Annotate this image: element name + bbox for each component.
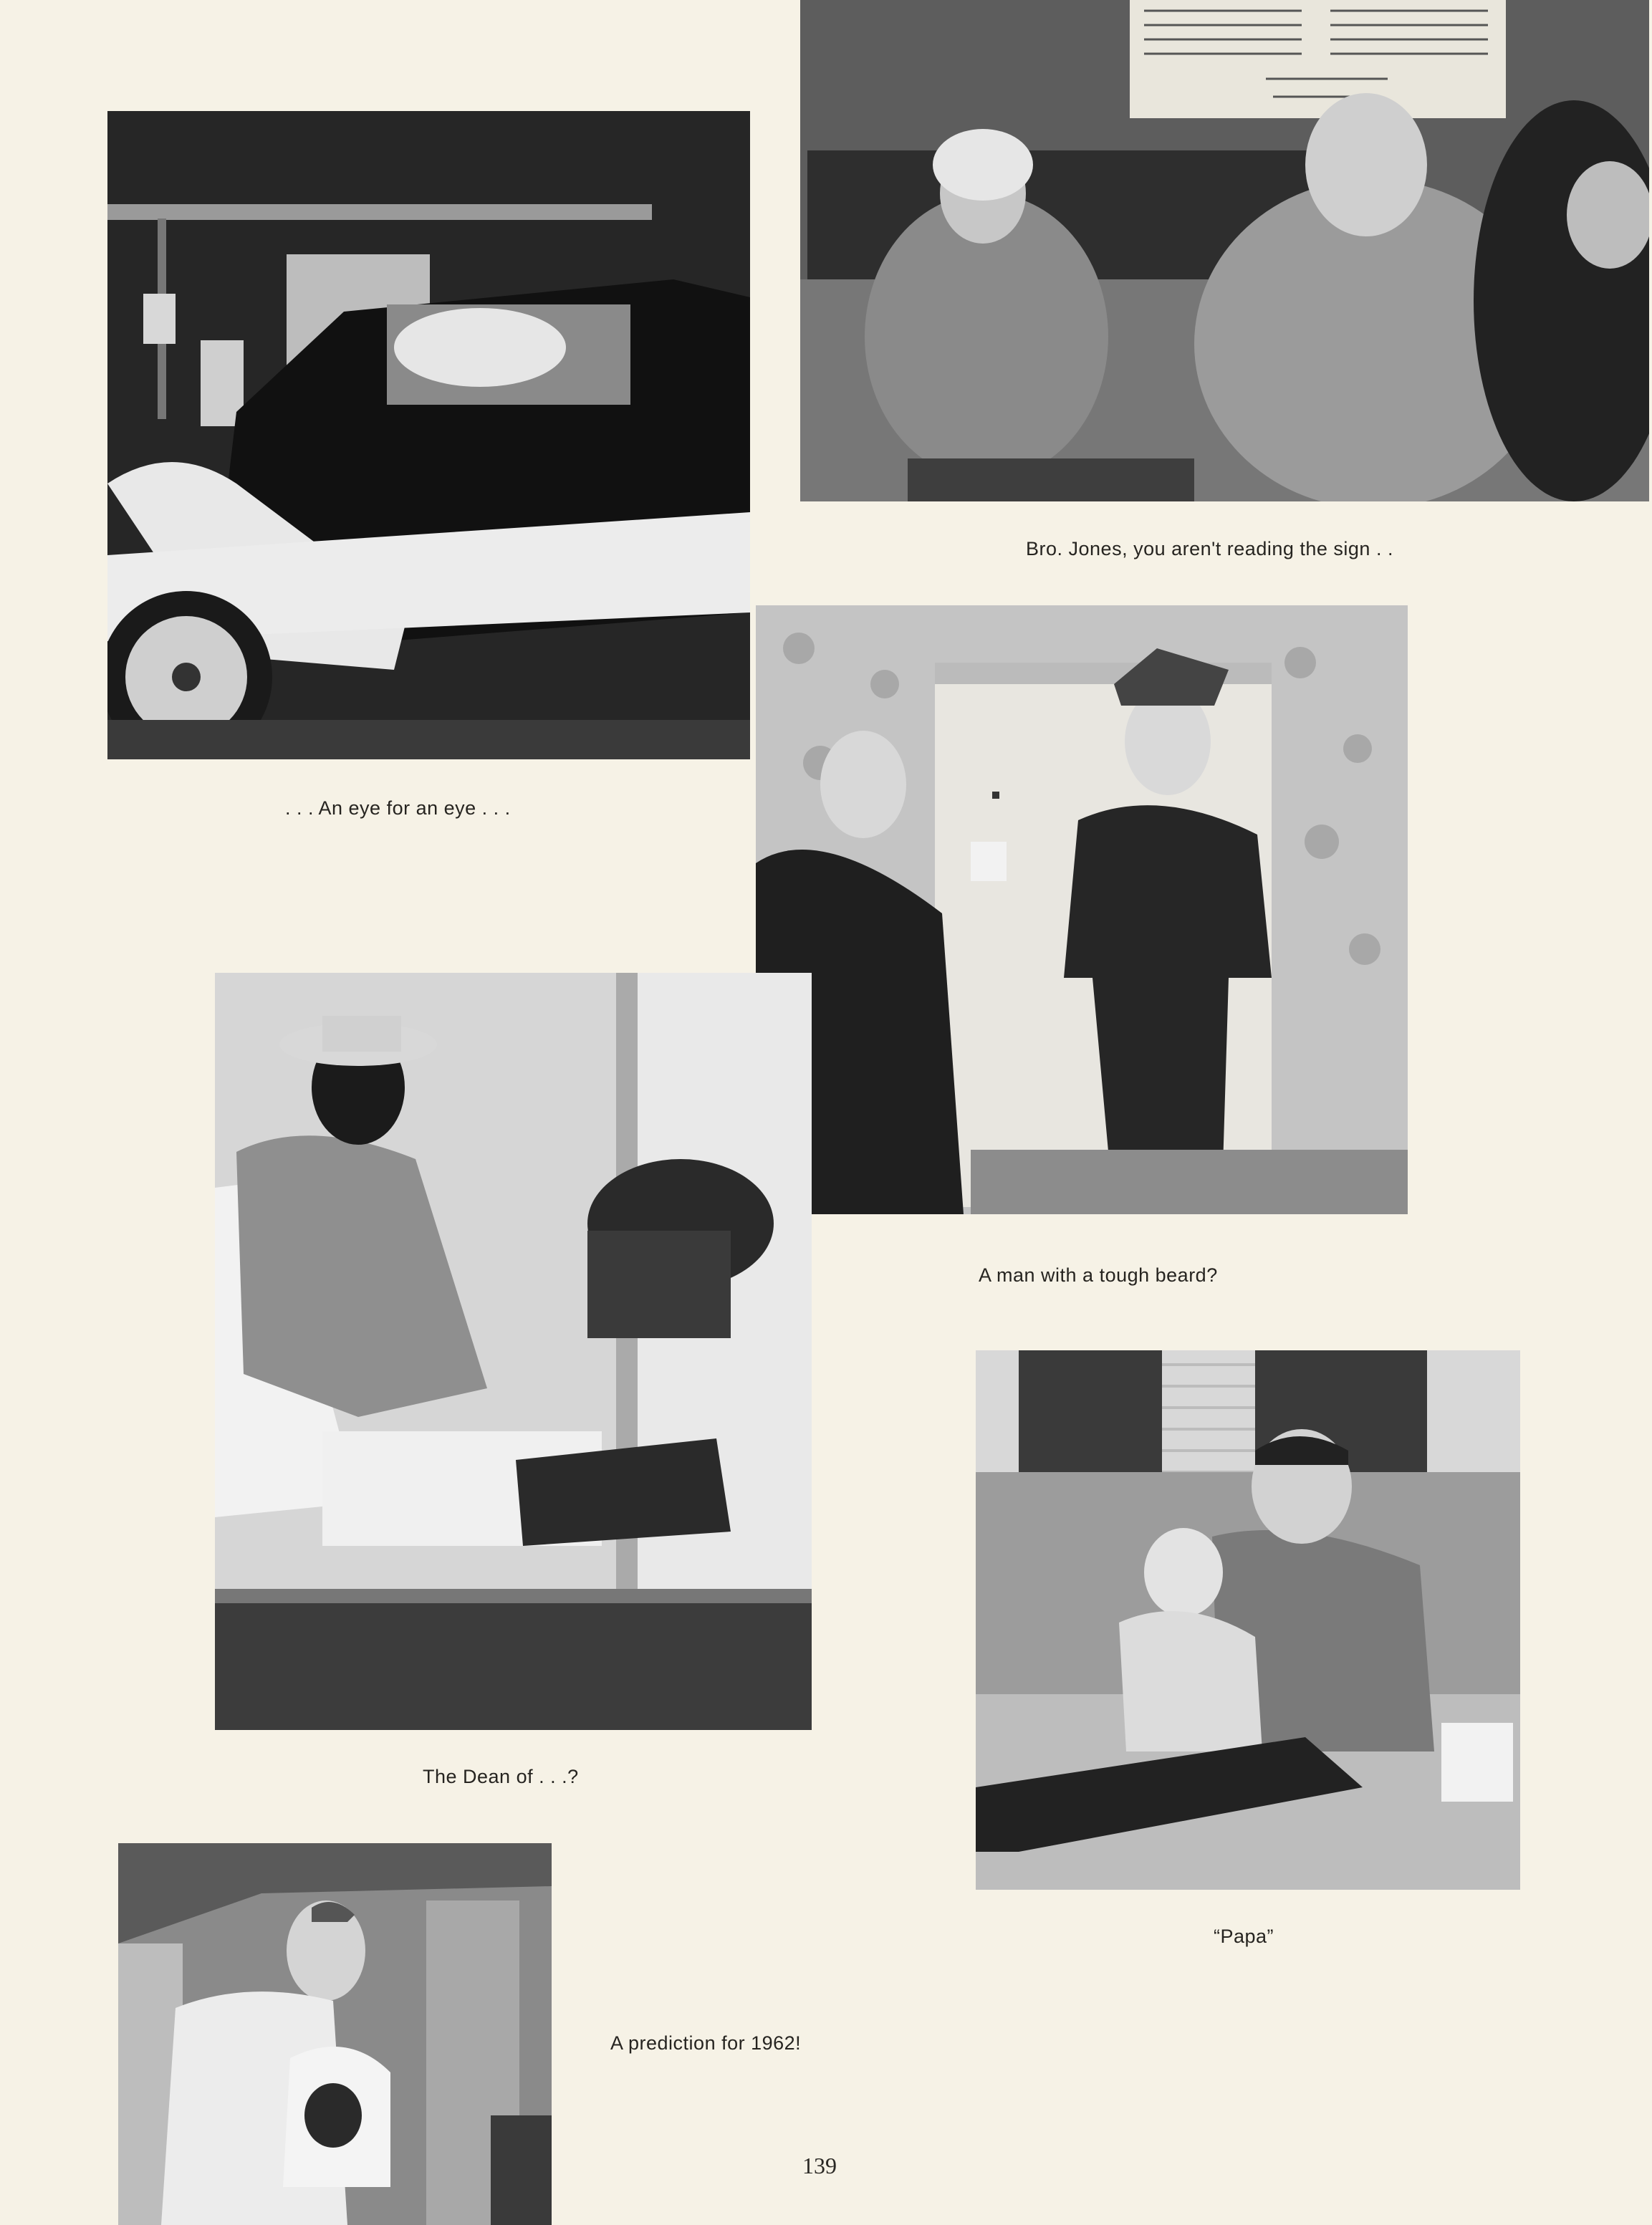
page-number: 139 [802, 2153, 837, 2178]
caption-beard: A man with a tough beard? [979, 1264, 1218, 1286]
caption-papa: “Papa” [1214, 1926, 1274, 1947]
caption-prediction: A prediction for 1962! [610, 2032, 802, 2054]
sign-photo [800, 0, 1649, 501]
dean-photo [215, 973, 812, 1730]
papa-photo [976, 1350, 1520, 1890]
car-deer-photo [107, 111, 750, 759]
beard-photo [756, 605, 1408, 1214]
prediction-photo [118, 1843, 552, 2225]
caption-sign: Bro. Jones, you aren't reading the sign . . [1026, 538, 1393, 559]
caption-dean: The Dean of . . .? [423, 1766, 579, 1787]
caption-eye: . . . An eye for an eye . . . [285, 797, 511, 819]
